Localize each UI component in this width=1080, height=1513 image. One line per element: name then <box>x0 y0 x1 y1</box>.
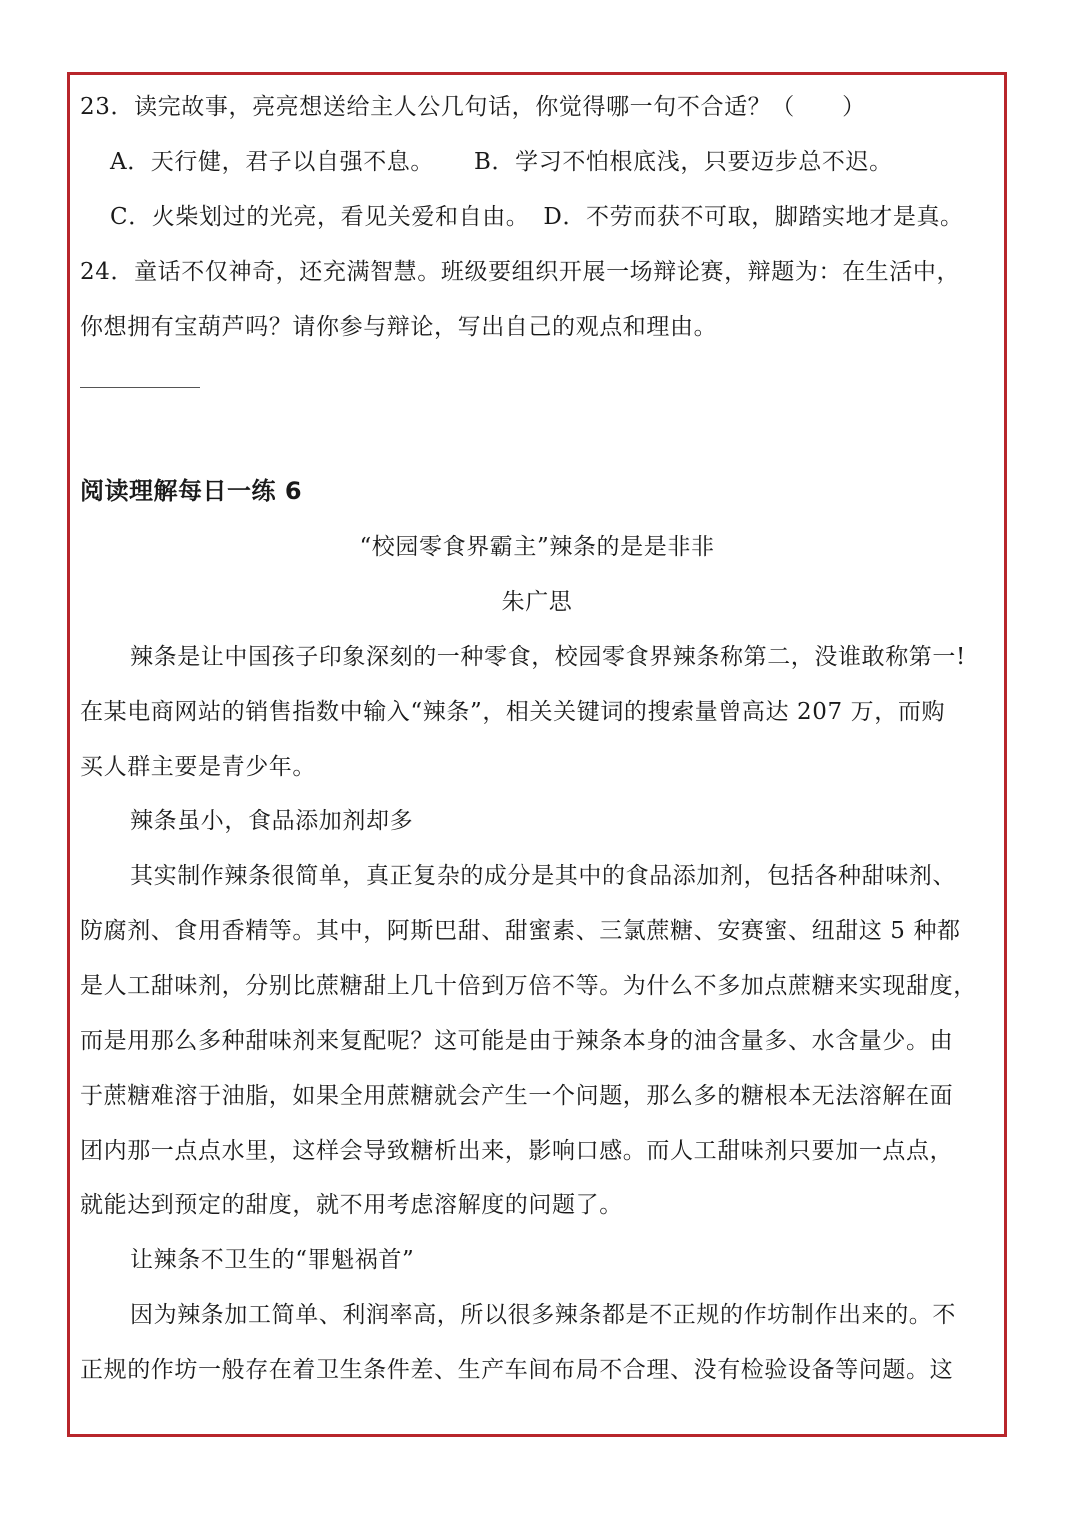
paragraph-line: 辣条是让中国孩子印象深刻的一种零食，校园零食界辣条称第二，没谁敢称第一! <box>130 644 966 670</box>
paragraph-line: 买人群主要是青少年。 <box>80 754 316 780</box>
question-23-stem: 23．读完故事，亮亮想送给主人公几句话，你觉得哪一句不合适？（ ） <box>80 94 866 120</box>
question-24-stem-line1: 24．童话不仅神奇，还充满智慧。班级要组织开展一场辩论赛，辩题为：在生活中， <box>80 259 961 285</box>
paragraph-line: 因为辣条加工简单、利润率高，所以很多辣条都是不正规的作坊制作出来的。不 <box>130 1302 956 1328</box>
option-a: A．天行健，君子以自强不息。 <box>110 149 435 175</box>
option-b: B．学习不怕根底浅，只要迈步总不迟。 <box>474 149 893 175</box>
subheading-additives: 辣条虽小，食品添加剂却多 <box>130 808 414 834</box>
paragraph-line: 是人工甜味剂，分别比蔗糖甜上几十倍到万倍不等。为什么不多加点蔗糖来实现甜度， <box>80 973 977 999</box>
answer-blank-line <box>80 387 200 388</box>
question-23-options-cd <box>110 202 964 232</box>
question-23-options-ab <box>110 147 893 177</box>
paragraph-line: 就能达到预定的甜度，就不用考虑溶解度的问题了。 <box>80 1192 623 1218</box>
section-heading: 阅读理解每日一练 6 <box>80 477 303 505</box>
article-title: “校园零食界霸主”辣条的是是非非 <box>359 534 715 560</box>
paragraph-line: 防腐剂、食用香精等。其中，阿斯巴甜、甜蜜素、三氯蔗糖、安赛蜜、纽甜这 5 种都 <box>80 918 961 944</box>
option-c: C．火柴划过的光亮，看见关爱和自由。 <box>110 204 530 230</box>
question-24-stem-line2: 你想拥有宝葫芦吗？请你参与辩论，写出自己的观点和理由。 <box>80 314 718 340</box>
subheading-hygiene: 让辣条不卫生的“罪魁祸首” <box>130 1247 415 1273</box>
paragraph-line: 其实制作辣条很简单，真正复杂的成分是其中的食品添加剂，包括各种甜味剂、 <box>130 863 956 889</box>
paragraph-line: 于蔗糖难溶于油脂，如果全用蔗糖就会产生一个问题，那么多的糖根本无法溶解在面 <box>80 1083 954 1109</box>
article-author: 朱广思 <box>501 589 573 615</box>
paragraph-line: 正规的作坊一般存在着卫生条件差、生产车间布局不合理、没有检验设备等问题。这 <box>80 1357 954 1383</box>
paragraph-line: 团内那一点点水里，这样会导致糖析出来，影响口感。而人工甜味剂只要加一点点， <box>80 1138 954 1164</box>
option-d: D．不劳而获不可取，脚踏实地才是真。 <box>543 204 964 230</box>
paragraph-line: 而是用那么多种甜味剂来复配呢？这可能是由于辣条本身的油含量多、水含量少。由 <box>80 1028 954 1054</box>
paragraph-line: 在某电商网站的销售指数中输入“辣条”，相关关键词的搜索量曾高达 207 万，而购 <box>80 699 946 725</box>
